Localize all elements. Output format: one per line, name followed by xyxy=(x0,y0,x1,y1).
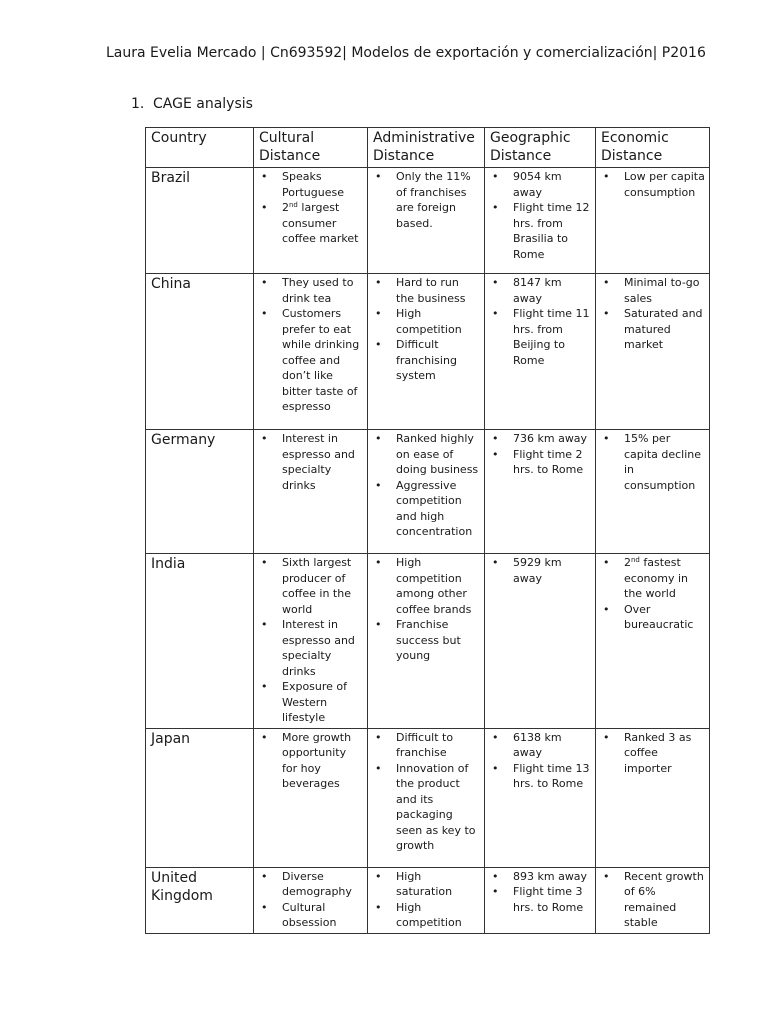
economic-cell xyxy=(596,430,710,554)
bullet-list xyxy=(372,869,480,931)
geographic-cell xyxy=(485,430,596,554)
bullet-item: • Flight time 13 hrs. to Rome xyxy=(489,761,591,792)
bullet-list xyxy=(372,275,480,384)
bullet-item: • 736 km away xyxy=(489,431,591,447)
bullet-list xyxy=(372,431,480,540)
bullet-list xyxy=(258,275,363,415)
geographic-cell xyxy=(485,728,596,867)
table-row xyxy=(146,168,710,274)
bullet-list xyxy=(489,169,591,262)
bullet-item: • 2nd largest consumer coffee market xyxy=(258,200,363,247)
geographic-cell xyxy=(485,168,596,274)
bullet-item: • Speaks Portuguese xyxy=(258,169,363,200)
section-number: 1. xyxy=(131,96,145,112)
bullet-list xyxy=(489,730,591,792)
bullet-list xyxy=(489,555,591,586)
bullet-item: • Diverse demography xyxy=(258,869,363,900)
header-geographic: Geographic Distance xyxy=(485,128,596,168)
bullet-item: • Ranked highly on ease of doing business xyxy=(372,431,480,478)
bullet-list xyxy=(600,169,705,200)
bullet-list xyxy=(489,275,591,368)
bullet-item: • Hard to run the business xyxy=(372,275,480,306)
bullet-item: • Only the 11% of franchises are foreign based. xyxy=(372,169,480,231)
country-cell: India xyxy=(146,554,254,729)
table-row xyxy=(146,430,710,554)
cultural-cell xyxy=(254,554,368,729)
bullet-item: • Flight time 12 hrs. from Brasilia to Rome xyxy=(489,200,591,262)
bullet-item: • Interest in espresso and specialty drinks xyxy=(258,431,363,493)
bullet-item: • Low per capita consumption xyxy=(600,169,705,200)
bullet-item: • Sixth largest producer of coffee in the world xyxy=(258,555,363,617)
country-cell: Germany xyxy=(146,430,254,554)
bullet-list xyxy=(258,869,363,931)
bullet-list xyxy=(600,730,705,777)
bullet-list xyxy=(372,555,480,664)
bullet-item: • Flight time 11 hrs. from Beijing to Rome xyxy=(489,306,591,368)
geographic-cell xyxy=(485,554,596,729)
bullet-item: • Flight time 3 hrs. to Rome xyxy=(489,884,591,915)
bullet-item: • Aggressive competition and high concentration xyxy=(372,478,480,540)
bullet-list xyxy=(489,869,591,916)
administrative-cell xyxy=(368,867,485,933)
administrative-cell xyxy=(368,168,485,274)
bullet-list xyxy=(372,730,480,854)
economic-cell xyxy=(596,554,710,729)
bullet-item: • 893 km away xyxy=(489,869,591,885)
bullet-item: • 6138 km away xyxy=(489,730,591,761)
cultural-cell xyxy=(254,274,368,430)
bullet-item: • 2nd fastest economy in the world xyxy=(600,555,705,602)
bullet-item: • Flight time 2 hrs. to Rome xyxy=(489,447,591,478)
bullet-item: • Ranked 3 as coffee importer xyxy=(600,730,705,777)
table-header-row xyxy=(146,128,710,168)
table-row xyxy=(146,274,710,430)
administrative-cell xyxy=(368,430,485,554)
bullet-item: • High competition xyxy=(372,306,480,337)
bullet-item: • 15% per capita decline in consumption xyxy=(600,431,705,493)
bullet-item: • Franchise success but young xyxy=(372,617,480,664)
bullet-item: • High saturation xyxy=(372,869,480,900)
header-economic: Economic Distance xyxy=(596,128,710,168)
country-cell: China xyxy=(146,274,254,430)
economic-cell xyxy=(596,274,710,430)
administrative-cell xyxy=(368,554,485,729)
table-row xyxy=(146,554,710,729)
cultural-cell xyxy=(254,430,368,554)
administrative-cell xyxy=(368,728,485,867)
bullet-item: • Innovation of the product and its packaging seen as key to growth xyxy=(372,761,480,854)
bullet-list xyxy=(258,555,363,726)
bullet-list xyxy=(258,730,363,792)
bullet-list xyxy=(600,555,705,633)
economic-cell xyxy=(596,867,710,933)
bullet-list xyxy=(258,431,363,493)
header-text: Laura Evelia Mercado | Cn693592| Modelos de exportación y comercialización| P2016 xyxy=(106,45,706,61)
bullet-item: • Minimal to-go sales xyxy=(600,275,705,306)
header-administrative: Administrative Distance xyxy=(368,128,485,168)
cultural-cell xyxy=(254,168,368,274)
country-cell: Brazil xyxy=(146,168,254,274)
bullet-item: • Cultural obsession xyxy=(258,900,363,931)
table-body xyxy=(146,168,710,934)
document-header xyxy=(106,44,706,62)
cage-table xyxy=(145,127,710,934)
bullet-list xyxy=(600,431,705,493)
header-country: Country xyxy=(146,128,254,168)
bullet-item: • Difficult to franchise xyxy=(372,730,480,761)
section-title: CAGE analysis xyxy=(153,96,253,112)
bullet-item: • Interest in espresso and specialty drinks xyxy=(258,617,363,679)
economic-cell xyxy=(596,168,710,274)
cultural-cell xyxy=(254,728,368,867)
administrative-cell xyxy=(368,274,485,430)
bullet-item: • More growth opportunity for hoy beverages xyxy=(258,730,363,792)
bullet-list xyxy=(600,275,705,353)
geographic-cell xyxy=(485,274,596,430)
bullet-item: • They used to drink tea xyxy=(258,275,363,306)
bullet-list xyxy=(489,431,591,478)
bullet-item: • High competition xyxy=(372,900,480,931)
bullet-item: • Saturated and matured market xyxy=(600,306,705,353)
section-heading xyxy=(131,95,253,113)
cultural-cell xyxy=(254,867,368,933)
bullet-item: • Difficult franchising system xyxy=(372,337,480,384)
country-cell: United Kingdom xyxy=(146,867,254,933)
header-cultural: Cultural Distance xyxy=(254,128,368,168)
bullet-item: • 5929 km away xyxy=(489,555,591,586)
bullet-item: • 8147 km away xyxy=(489,275,591,306)
bullet-item: • Over bureaucratic xyxy=(600,602,705,633)
economic-cell xyxy=(596,728,710,867)
table-row xyxy=(146,867,710,933)
bullet-list xyxy=(258,169,363,247)
bullet-list xyxy=(600,869,705,931)
country-cell: Japan xyxy=(146,728,254,867)
bullet-item: • Recent growth of 6% remained stable xyxy=(600,869,705,931)
bullet-list xyxy=(372,169,480,231)
bullet-item: • Customers prefer to eat while drinking coffee and don’t like bitter taste of espresso xyxy=(258,306,363,415)
table-row xyxy=(146,728,710,867)
bullet-item: • Exposure of Western lifestyle xyxy=(258,679,363,726)
bullet-item: • High competition among other coffee brands xyxy=(372,555,480,617)
geographic-cell xyxy=(485,867,596,933)
bullet-item: • 9054 km away xyxy=(489,169,591,200)
